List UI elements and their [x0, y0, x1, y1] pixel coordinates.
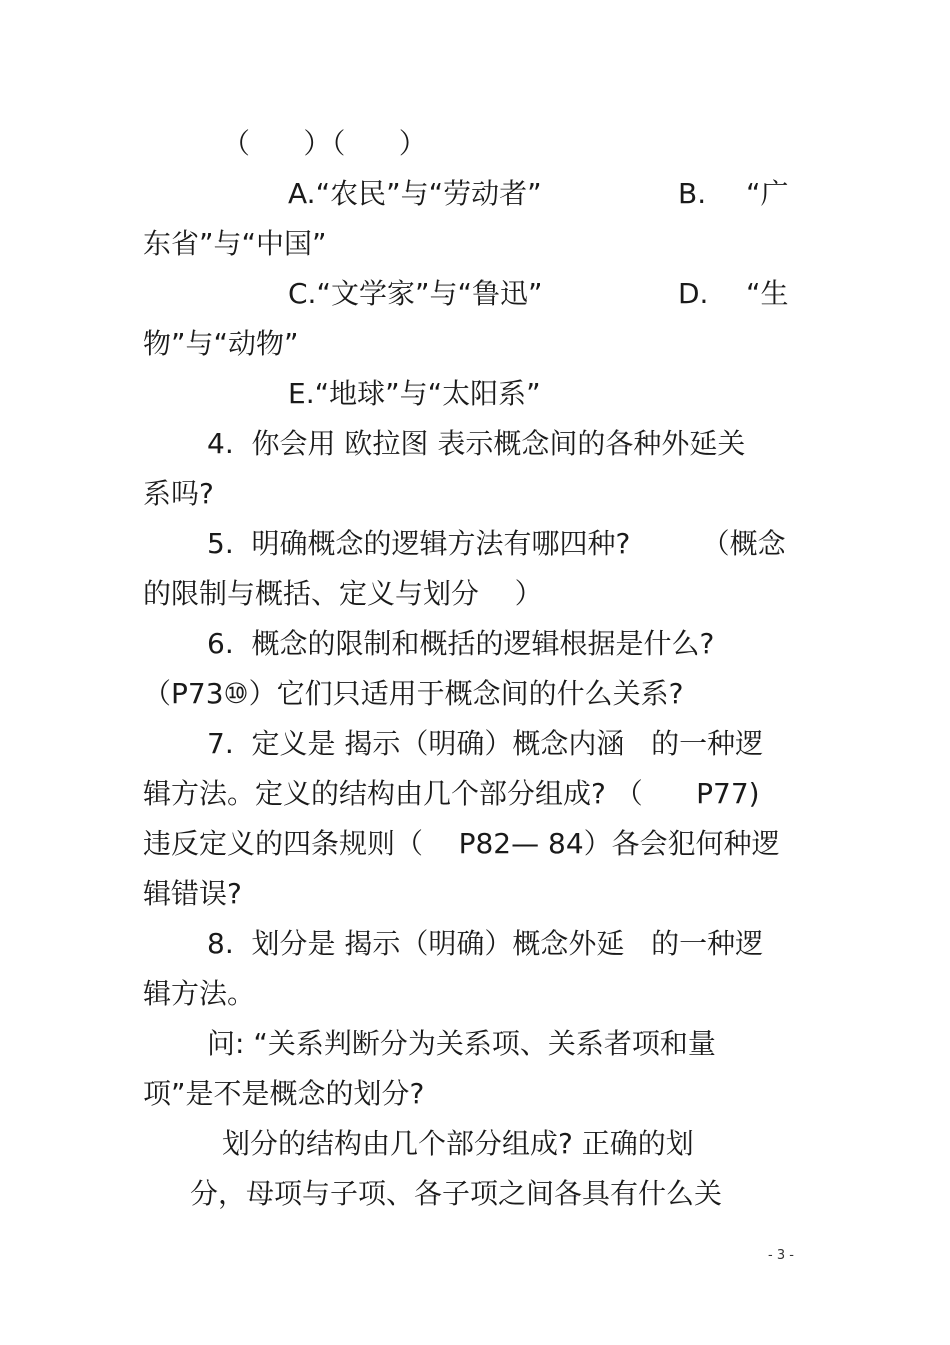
option-b-label: B. [678, 177, 707, 210]
question-4-line-1: 4. 你会用 欧拉图 表示概念间的各种外延关 [207, 427, 746, 460]
option-d-label: D. [678, 277, 709, 310]
option-e: E.“地球”与“太阳系” [288, 377, 541, 410]
question-7-line-3: 违反定义的四条规则（ P82— 84）各会犯何种逻 [143, 827, 780, 860]
question-7-line-4: 辑错误? [143, 877, 242, 910]
answer-blanks: （ ）（ ） [222, 127, 427, 160]
division-line-1: 划分的结构由几个部分组成? 正确的划 [222, 1127, 694, 1160]
division-line-2: 分，母项与子项、各子项之间各具有什么关 [190, 1177, 723, 1210]
option-a: A.“农民”与“劳动者” [288, 177, 542, 210]
page-number: - 3 - [768, 1248, 794, 1263]
question-8-line-1: 8. 划分是 揭示（明确）概念外延 的一种逻 [207, 927, 764, 960]
option-d-continuation: 物”与“动物” [143, 327, 299, 360]
question-5-line-2: 的限制与概括、定义与划分 ） [143, 577, 543, 610]
question-4-line-2: 系吗? [143, 477, 214, 510]
option-b-start: “广 [746, 177, 789, 210]
question-5-line-1: 5. 明确概念的逻辑方法有哪四种? （概念 [207, 527, 786, 560]
ask-line-2: 项”是不是概念的划分? [143, 1077, 425, 1110]
question-8-line-2: 辑方法。 [143, 977, 256, 1010]
question-6-line-2: （P73⑩）它们只适用于概念间的什么关系? [143, 677, 684, 710]
question-6-line-1: 6. 概念的限制和概括的逻辑根据是什么? [207, 627, 715, 660]
ask-line-1: 问: “关系判断分为关系项、关系者项和量 [207, 1027, 716, 1060]
option-b-continuation: 东省”与“中国” [143, 227, 327, 260]
question-7-line-2: 辑方法。定义的结构由几个部分组成? （ P77) [143, 777, 760, 810]
question-7-line-1: 7. 定义是 揭示（明确）概念内涵 的一种逻 [207, 727, 764, 760]
option-d-start: “生 [746, 277, 789, 310]
option-c: C.“文学家”与“鲁迅” [288, 277, 543, 310]
